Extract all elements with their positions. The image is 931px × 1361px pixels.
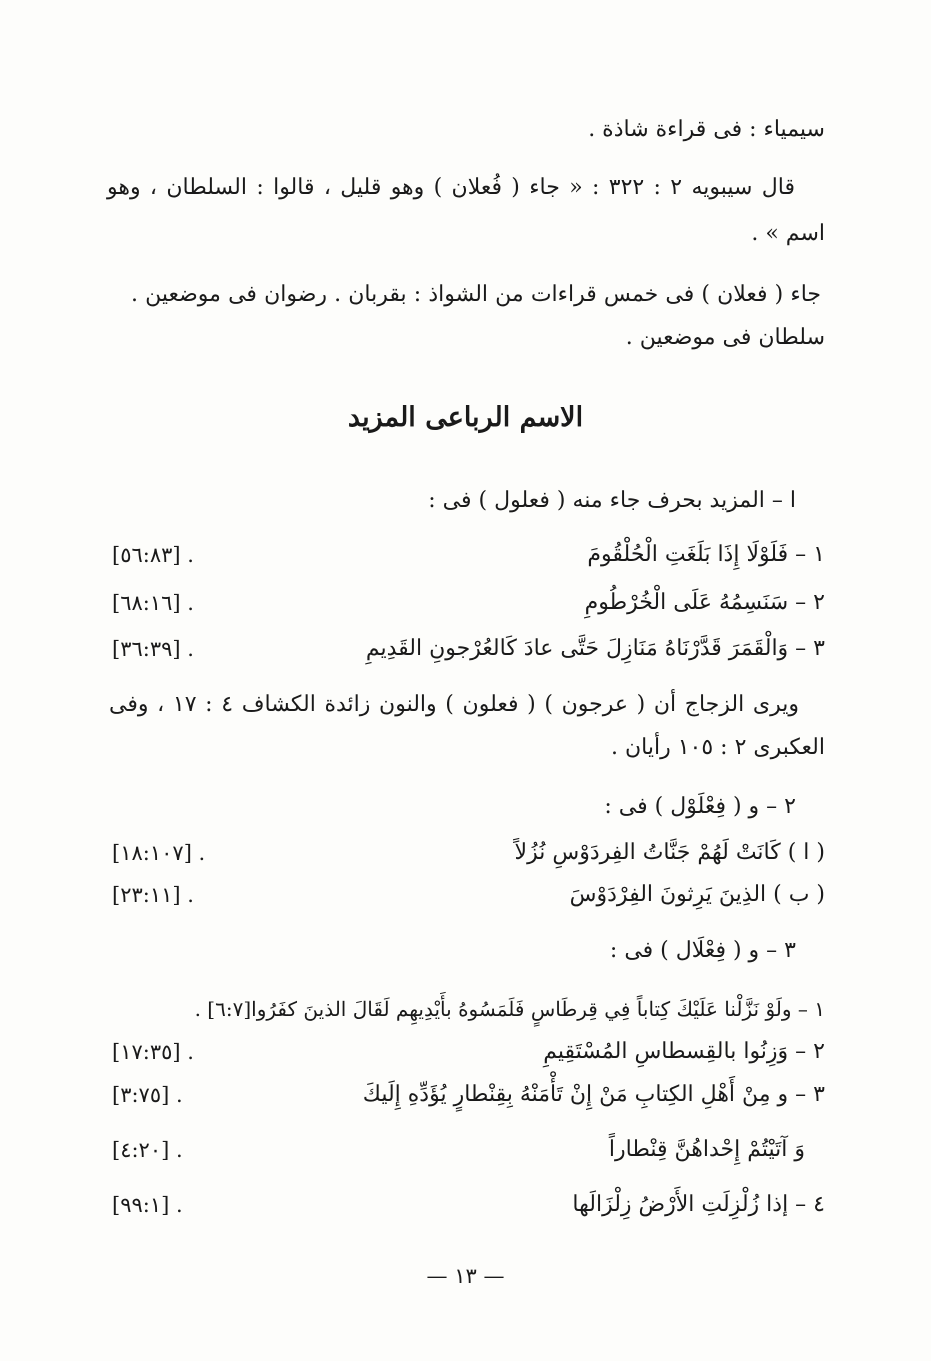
verse-line: ١ – فَلَوْلَا إِذَا بَلَغَتِ الْحُلْقُومَ (587, 542, 825, 567)
text-line: جاء ( فعلان ) فى خمس قراءات من الشواذ : بقربان . رضوان فى موضعين . (131, 282, 821, 307)
verse-line: ٢ – وَزِنُوا بالقِسطاسِ المُسْتَقِيمِ (543, 1039, 825, 1064)
page-number: — ١٣ — (426, 1264, 505, 1288)
verse-line: ٤ – إذا زُلْزِلَتِ الأَرْضُ زِلْزَالَها (572, 1192, 825, 1217)
verse-line: ١ – ولَوْ نَزَّلْنا عَلَيْكَ كِتاباً فِي قِرطَاسٍ فَلَمَسُوهُ بأَيْدِيهِم لَقَالَ الذينَ كفَرُوا[٦:٧] . (194, 997, 825, 1021)
verse-line: ٢ – سَنَسِمُهُ عَلَى الْخُرْطُومِ (584, 590, 825, 615)
verse-reference: [٤:٢٠] . (112, 1138, 183, 1162)
verse-reference: [٢٣:١١] . (112, 883, 194, 907)
verse-reference: [١٨:١٠٧] . (112, 841, 206, 865)
verse-reference: [٣٦:٣٩] . (112, 637, 194, 661)
text-line: ويرى الزجاج أن ( عرجون ) ( فعلون ) والنون زائدة الكشاف ٤ : ١٧ ، وفى (109, 692, 799, 717)
verse-reference: [٥٦:٨٣] . (112, 543, 194, 567)
verse-line: ( ا ) كَانَتْ لَهُمْ جَنَّاتُ الفِردَوْسِ نُزُلاً (514, 840, 825, 865)
verse-line: وَ آتَيْتُمْ إِحْداهُنَّ قِنْطاراً (608, 1137, 805, 1162)
verse-line: ٣ – وَالْقَمَرَ قَدَّرْنَاهُ مَنَازِلَ حَتَّى عادَ كَالعُرْجونِ القَدِيمِ (365, 636, 825, 661)
verse-reference: [١٧:٣٥] . (112, 1040, 194, 1064)
verse-reference: [٣:٧٥] . (112, 1083, 183, 1107)
text-line: اسم » . (751, 221, 825, 246)
verse-reference: [٦٨:١٦] . (112, 591, 194, 615)
text-line: قال سيبويه ٢ : ٣٢٢ : « جاء ( فُعلان ) وهو قليل ، قالوا : السلطان ، وهو (107, 175, 795, 200)
verse-reference: [٩٩:١] . (112, 1193, 183, 1217)
verse-line: ( ب ) الذِينَ يَرِثونَ الفِرْدَوْسَ (569, 882, 825, 907)
text-line: ٢ – و ( فِعْلَوْل ) فى : (604, 794, 796, 819)
text-line: سيمياء : فى قراءة شاذة . (588, 117, 825, 142)
section-heading: الاسم الرباعى المزيد (347, 402, 584, 433)
text-line: ا – المزيد بحرف جاء منه ( فعلول ) فى : (428, 488, 796, 513)
text-line: سلطان فى موضعين . (625, 325, 825, 350)
verse-line: ٣ – و مِنْ أَهْلِ الكِتابِ مَنْ إِنْ تَأْمَنْهُ بِقِنْطارٍ يُؤَدِّهِ إِلَيكَ (362, 1082, 825, 1107)
text-line: ٣ – و ( فِعْلَال ) فى : (609, 938, 796, 963)
text-line: العكبرى ٢ : ١٠٥ رأيان . (611, 735, 825, 760)
